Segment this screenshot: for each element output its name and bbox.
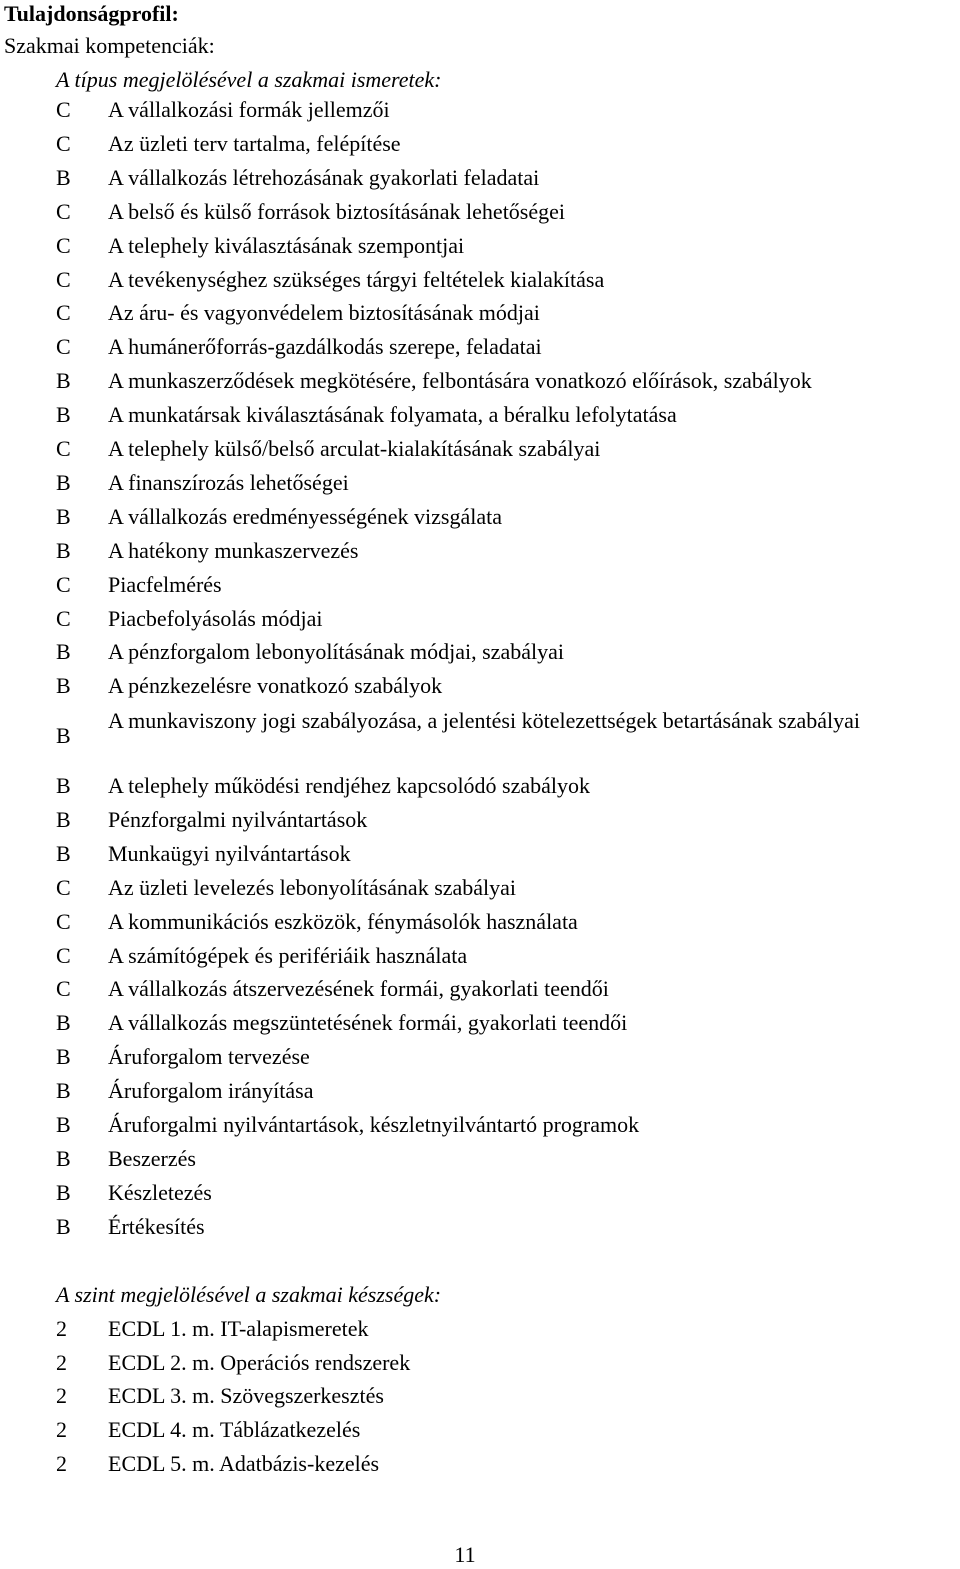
- item-text: A pénzforgalom lebonyolításának módjai, szabályai: [108, 639, 564, 665]
- item-text: ECDL 2. m. Operációs rendszerek: [108, 1349, 411, 1375]
- document-subtitle: Szakmai kompetenciák:: [4, 33, 215, 58]
- item-text: ECDL 3. m. Szövegszerkesztés: [108, 1383, 384, 1409]
- item-text: Beszerzés: [108, 1145, 196, 1171]
- item-text: A tevékenységhez szükséges tárgyi feltételek kialakítása: [108, 266, 605, 292]
- item-level-code: 2: [56, 1417, 67, 1443]
- item-level-code: B: [56, 1010, 71, 1036]
- knowledge-section-heading: A típus megjelölésével a szakmai ismeretek:: [56, 67, 442, 92]
- item-level-code: 2: [56, 1316, 67, 1341]
- item-level-code: C: [56, 605, 71, 631]
- item-level-code: C: [56, 571, 71, 597]
- item-level-code: C: [56, 232, 71, 258]
- item-text: A vállalkozási formák jellemzői: [108, 97, 390, 122]
- skills-section-heading: A szint megjelölésével a szakmai készségek:: [56, 1282, 442, 1307]
- item-text: A vállalkozás megszüntetésének formái, gyakorlati teendői: [108, 1010, 628, 1036]
- item-text: A munkaszerződések megkötésére, felbontására vonatkozó előírások, szabályok: [108, 368, 812, 394]
- item-level-code: C: [56, 976, 71, 1002]
- item-level-code: B: [56, 723, 71, 748]
- item-level-code: C: [56, 908, 71, 934]
- item-text: Munkaügyi nyilvántartások: [108, 840, 351, 866]
- item-level-code: 2: [56, 1450, 67, 1476]
- item-level-code: 2: [56, 1383, 67, 1409]
- item-text: A munkaviszony jogi szabályozása, a jelentési kötelezettségek betartásának szabályai: [108, 708, 860, 733]
- item-level-code: 2: [56, 1349, 67, 1375]
- item-text: ECDL 1. m. IT-alapismeretek: [108, 1316, 369, 1341]
- item-text: A kommunikációs eszközök, fénymásolók használata: [108, 908, 578, 934]
- item-text: Pénzforgalmi nyilvántartások: [108, 806, 368, 832]
- document-title: Tulajdonságprofil:: [4, 1, 179, 26]
- item-text: A vállalkozás eredményességének vizsgálata: [108, 503, 503, 529]
- item-level-code: B: [56, 402, 71, 428]
- page-number: 11: [454, 1542, 476, 1567]
- item-text: A belső és külső források biztosításának lehetőségei: [108, 198, 566, 224]
- item-text: ECDL 5. m. Adatbázis-kezelés: [108, 1450, 380, 1476]
- item-text: Áruforgalom tervezése: [108, 1044, 310, 1070]
- item-level-code: B: [56, 1213, 71, 1239]
- item-level-code: C: [56, 300, 71, 326]
- item-text: Áruforgalmi nyilvántartások, készletnyilvántartó programok: [108, 1112, 640, 1137]
- item-level-code: B: [56, 1145, 71, 1171]
- item-text: A telephely működési rendjéhez kapcsolódó szabályok: [108, 773, 591, 798]
- item-text: A humánerőforrás-gazdálkodás szerepe, feladatai: [108, 334, 542, 360]
- item-text: Piacbefolyásolás módjai: [108, 605, 323, 631]
- item-text: Áruforgalom irányítása: [108, 1078, 314, 1104]
- item-level-code: B: [56, 503, 71, 529]
- item-level-code: C: [56, 198, 71, 224]
- item-text: A vállalkozás létrehozásának gyakorlati feladatai: [108, 164, 540, 190]
- item-level-code: B: [56, 639, 71, 665]
- item-text: Értékesítés: [108, 1213, 205, 1239]
- item-text: ECDL 4. m. Táblázatkezelés: [108, 1417, 361, 1443]
- item-level-code: C: [56, 942, 71, 968]
- item-level-code: B: [56, 1044, 71, 1070]
- item-level-code: C: [56, 266, 71, 292]
- item-level-code: B: [56, 368, 71, 394]
- item-level-code: C: [56, 97, 71, 122]
- item-level-code: B: [56, 1112, 71, 1137]
- item-level-code: B: [56, 1078, 71, 1104]
- item-level-code: C: [56, 334, 71, 360]
- item-level-code: B: [56, 1179, 71, 1205]
- item-text: A telephely kiválasztásának szempontjai: [108, 232, 465, 258]
- item-text: A pénzkezelésre vonatkozó szabályok: [108, 673, 443, 699]
- item-level-code: B: [56, 673, 71, 699]
- item-text: A hatékony munkaszervezés: [108, 537, 359, 563]
- item-text: A finanszírozás lehetőségei: [108, 469, 349, 495]
- item-level-code: B: [56, 806, 71, 832]
- item-text: A számítógépek és perifériáik használata: [108, 942, 468, 968]
- item-level-code: B: [56, 164, 71, 190]
- item-level-code: C: [56, 436, 71, 461]
- item-level-code: B: [56, 537, 71, 563]
- item-text: A telephely külső/belső arculat-kialakításának szabályai: [108, 436, 601, 461]
- item-text: A vállalkozás átszervezésének formái, gyakorlati teendői: [108, 976, 609, 1002]
- item-text: Piacfelmérés: [108, 571, 222, 597]
- item-level-code: B: [56, 840, 71, 866]
- item-level-code: B: [56, 773, 71, 798]
- item-level-code: B: [56, 469, 71, 495]
- item-level-code: C: [56, 874, 71, 900]
- item-text: Készletezés: [108, 1179, 212, 1205]
- item-text: Az áru- és vagyonvédelem biztosításának módjai: [108, 300, 540, 326]
- item-text: Az üzleti levelezés lebonyolításának szabályai: [108, 874, 517, 900]
- item-text: A munkatársak kiválasztásának folyamata, a béralku lefolytatása: [108, 402, 677, 428]
- item-level-code: C: [56, 130, 71, 156]
- item-text: Az üzleti terv tartalma, felépítése: [108, 130, 401, 156]
